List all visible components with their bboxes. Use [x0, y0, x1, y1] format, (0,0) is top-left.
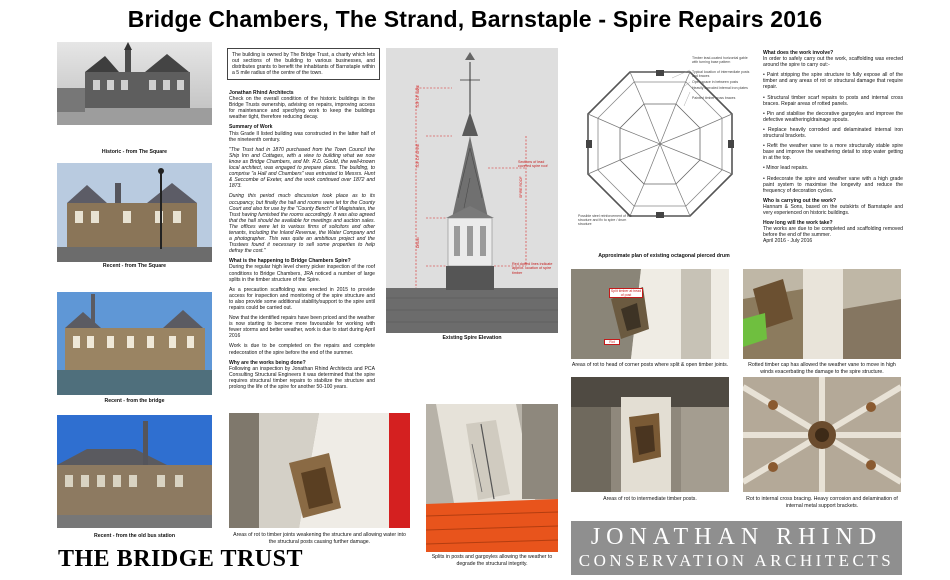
para-priced: Now that the identified repairs have been priced and the weather is now starting to become more favourable for working with fewer storms and better weather, work is due to start during April 2016: [229, 315, 375, 340]
intro-box: The building is owned by The Bridge Trust, a charity which lets out sections of the building to various businesses, and distributes grants to benefit the inhabitants of Barnstaple within a 5 mile radius of the centre of the town.: [227, 48, 380, 80]
para-precaution: As a precaution scaffolding was erected in 2015 to provide access for inspection and monitoring of the spire structure and to also provide some additional stability/support to the spire until repairs could be carried out.: [229, 286, 375, 311]
bullet-item: • Replace heavily corroded and delaminated internal iron structural brackets.: [763, 126, 903, 140]
svg-text:TOP OF SPIRE: TOP OF SPIRE: [416, 143, 420, 168]
caption-recent-bridge: Recent - from the bridge: [104, 398, 165, 404]
para-complete: Work is due to be completed on the repairs and complete redecoration of the spire before the end of the summer.: [229, 343, 375, 356]
caption-historic: Historic - from The Square: [101, 149, 168, 155]
para-quote-2: During this period much discussion took place as to its occupancy, but finally the hall and rooms were let for the County Court and also for use by the "County Bench" of Magistrates, the Trust having furnished the rooms accordingly. It was also agreed that the hall should be available for meetings and auction sales. The offices were let to various firms of solicitors and other tenants, including the Inland Revenue, the Water Company and a photographer. This was quite an ambitious project and the Trustees found it necessary to sell some properties to help defray the cost.": [229, 193, 375, 255]
plan-note-5: Painted timber cross braces: [692, 96, 736, 100]
bullet-item: • Refit the weather vane to a more structurally stable spire base and improve the weathering detail to stop water getting in at the top.: [763, 143, 903, 162]
heading-involve: What does the work involve?: [763, 50, 834, 56]
bullet-item: • Structural timber scarf repairs to posts and internal cross braces. Repair areas of rotted panels.: [763, 94, 903, 107]
caption-cross-bracing: Rot to internal cross bracing. Heavy corrosion and delamination of internal metal support brackets.: [746, 496, 898, 509]
photo-intermediate-posts: [571, 377, 729, 492]
para-summary: This Grade II listed building was constructed in the latter half of the nineteenth century.: [229, 130, 375, 143]
photo-cross-bracing: [743, 377, 901, 492]
photo-tag-split: Split timber at head of post: [610, 289, 642, 297]
caption-corner-posts: Areas of rot to head of corner posts where split & open timber joints.: [571, 362, 729, 368]
heading-happening: What is the happening to Bridge Chambers Spire?: [229, 258, 351, 265]
caption-plan: Approximate plan of existing octagonal pierced drum: [598, 253, 730, 259]
logo-line-1: JONATHAN RHIND: [590, 524, 883, 550]
label-red-note: Red dotted lines indicate approx. location of spire timber: [512, 262, 553, 275]
photo-splits: [426, 404, 558, 552]
label-spire-note: Sections of lead covered spire roof: [518, 160, 548, 169]
para-why: Following an inspection by Jonathan Rhind Architects and PCA Consulting Structural Engineers it was determined that the spire requires structural timber repairs to stabilize the structure and prolong the life of the spire for another 50-100 years.: [229, 365, 375, 391]
photo-recent-bus: [57, 415, 212, 528]
para-happening: During the regular high level cherry picker inspection of the roof conditions to Bridge Chambers, JRA noticed a number of large splits in the timber structure of the Spire.: [229, 264, 375, 283]
para-who: Hannam & Sons, based on the outskirts of Barnstaple and very experienced on historic buildings.: [763, 203, 903, 216]
caption-elevation: Existing Spire Elevation: [442, 335, 502, 341]
bullet-item: • Minor lead repairs.: [763, 165, 809, 172]
para-dates: April 2016 - July 2016: [763, 238, 813, 245]
plan-note-3: Open space in between posts: [692, 80, 739, 84]
plan-note-2: Typical location of intermediate posts and braces: [692, 70, 750, 79]
bullet-item: • Pin and stabilise the decorative gargoyles and improve the defective weathering/drainage spouts.: [763, 110, 903, 123]
photo-timber-joints: [229, 413, 410, 528]
text-column-1: [229, 88, 375, 394]
para-involve: In order to safely carry out the work, scaffolding was erected around the spire to carry out:-: [763, 56, 903, 69]
caption-recent-square: Recent - from The Square: [102, 263, 167, 269]
page-title: Bridge Chambers, The Strand, Barnstaple - Spire Repairs 2016: [127, 6, 823, 32]
jonathan-rhind-logo: [571, 521, 902, 575]
heading-architects: Jonathan Rhind Architects: [229, 90, 294, 96]
heading-who: Who is carrying out the work?: [763, 197, 837, 204]
plan-note-1: Timber lead-coated horizontal gable with turning base pattern: [692, 56, 748, 65]
photo-corner-posts: [571, 269, 729, 359]
plan-note-4: Heavily corroded internal iron plates: [692, 86, 748, 90]
heading-long: How long will the work take?: [763, 220, 833, 227]
bridge-trust-wordmark: THE BRIDGE TRUST: [58, 546, 303, 572]
photo-rotted-timber-cap: [743, 269, 901, 359]
heading-summary: Summary of Work: [229, 124, 273, 131]
caption-rotted-timber: Rotted timber cap has allowed the weather vane to move in high winds exacerbating the damage to the spire structure.: [748, 362, 896, 375]
svg-text:SPIRE ROOF: SPIRE ROOF: [519, 176, 523, 198]
photo-recent-bridge: [57, 292, 212, 395]
caption-recent-bus: Recent - from the old bus station: [94, 533, 175, 539]
caption-intermediate: Areas of rot to intermediate timber posts.: [603, 496, 697, 502]
logo-line-2: CONSERVATION ARCHITECTS: [578, 551, 895, 570]
svg-text:DRUM: DRUM: [416, 237, 420, 248]
bullet-item: • Redecorate the spire and weather vane with a high grade paint system to maximise the longevity and reduce the frequency of decoration cycles.: [763, 175, 903, 194]
caption-timber-joints: Areas of rot to timber joints weakening the structure and allowing water into the structural posts causing further damage.: [233, 532, 406, 545]
caption-splits: Splits in posts and gargoyles allowing the weather to degrade the structural integrity.: [431, 554, 553, 567]
para-architects: Check on the overall condition of the historic buildings in the Bridge Trusts ownership, advising on repairs, improving access for maintenance and specifying work to keep the buildings weather tight, therefore reducing decay.: [229, 96, 375, 121]
text-column-2: [763, 48, 903, 248]
heading-why: Why are the works being done?: [229, 359, 306, 366]
plan-note-bottom: Possible steel reinforcement of the structure and fix to spire / drum structure: [578, 214, 632, 227]
bullet-item: • Paint stripping the spire structure to fully expose all of the timber and any areas of rot or structural damage that require repair.: [763, 72, 903, 91]
para-long: The works are due to be completed and scaffolding removed before the end of the summer.: [763, 226, 903, 239]
photo-tag-rot: Rot: [604, 339, 620, 345]
photo-historic: [57, 42, 212, 125]
svg-text:TOP OF VANE: TOP OF VANE: [416, 84, 420, 108]
spire-elevation-drawing: [386, 48, 558, 333]
photo-recent-square: [57, 163, 212, 262]
para-quote-1: "The Trust had in 1870 purchased from the Town Council the Ship Inn and Cottages, with a view to building what we now know as Bridge Chambers, and Mr. R.D. Gould, the well-known local architect, was engaged to prepare plans. The building, to comprise "a Hall and Chambers" was entrusted to Messrs. Hunt & Seccombe of Exeter, and the work continued over 1872 and 1873.: [229, 146, 375, 190]
